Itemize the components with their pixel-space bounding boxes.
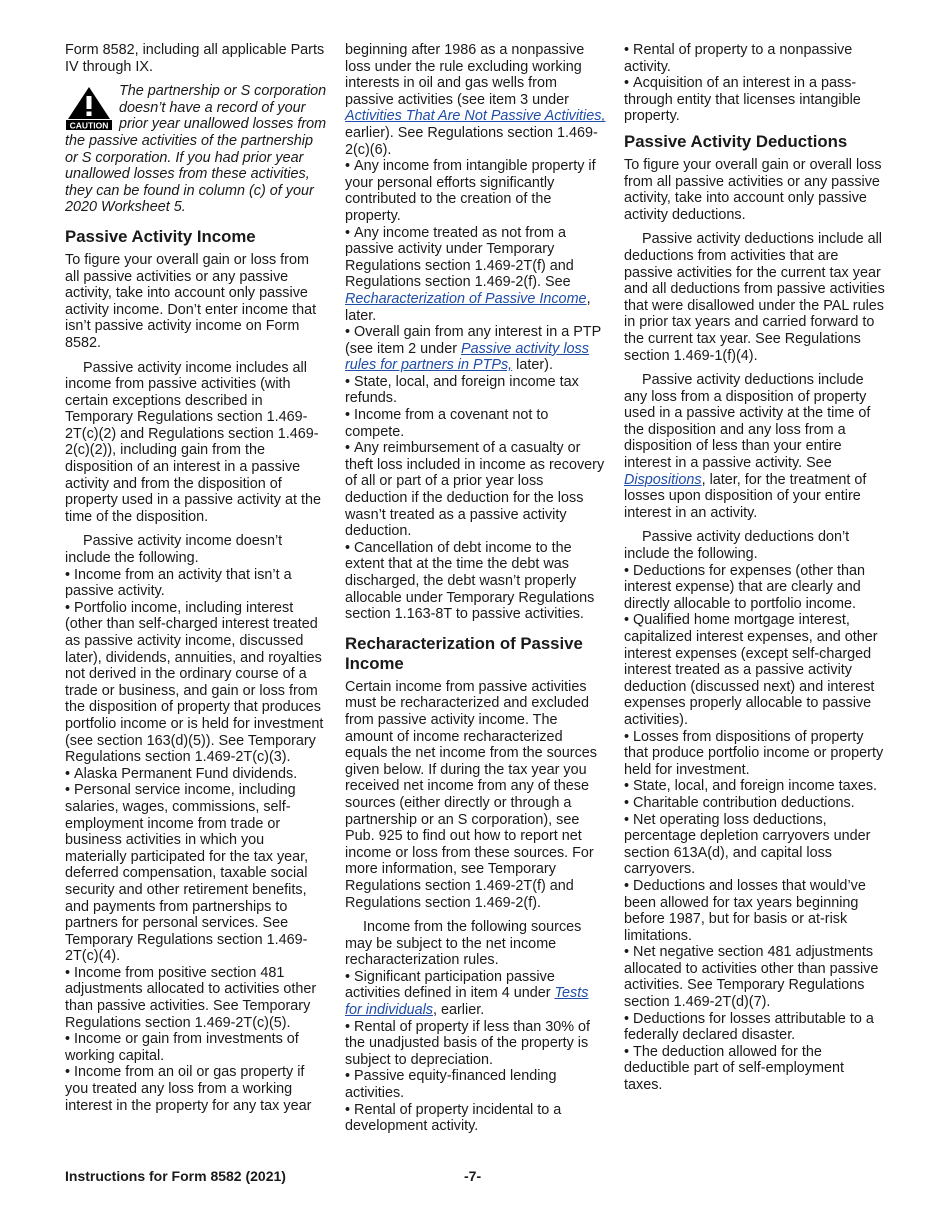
list-item: • Income from positive section 481 adjustments allocated to activities other than passive activities. See Temporary Regulations section 1.469-2T(c)(5).	[65, 965, 327, 1031]
list-item: • Any income treated as not from a passive activity under Temporary Regulations section 1.469-2T(f) and Regulations section 1.469-2(f). See Recharacterization of Passive Income, later.	[345, 225, 607, 325]
paragraph: To figure your overall gain or loss from all passive activities or any passive activity, take into account only passive activity income. Don’t enter income that isn’t passive activity income on Form 8582.	[65, 251, 317, 351]
footer-form-title: Instructions for Form 8582 (2021)	[65, 1168, 286, 1184]
recharacterization-heading: Recharacterization of Passive Income	[345, 633, 583, 673]
list-item: • Qualified home mortgage interest, capitalized interest expenses, and other interest expenses (except self-charged interest treated as a passive activity deduction (discussed next) and interest expenses properly allocable to passive activities).	[624, 612, 886, 728]
list-item: • Losses from dispositions of property that produce portfolio income or property held for investment.	[624, 729, 886, 779]
list-item: • Charitable contribution deductions.	[624, 795, 886, 812]
list-item: • Rental of property to a nonpassive activity.	[624, 42, 886, 75]
list-item: • Rental of property if less than 30% of the unadjusted basis of the property is subject to depreciation.	[345, 1019, 607, 1069]
caution-note	[65, 83, 327, 216]
column-2	[345, 42, 607, 1135]
list-item: • Deductions and losses that would’ve been allowed for tax years beginning before 1987, but for basis or at-risk limitations.	[624, 878, 886, 944]
list-item: • Net operating loss deductions, percentage depletion carryovers under section 613A(d), and capital loss carryovers.	[624, 812, 886, 878]
list-item: • Income from an activity that isn’t a passive activity.	[65, 567, 327, 600]
tests-for-individuals-link[interactable]: Tests for individuals	[345, 985, 589, 1019]
paragraph: Passive activity deductions include all deductions from activities that are passive activities for the current tax year and all deductions from passive activities that were disallowed under the PAL rules in prior tax years and carried forward to the current tax year. See Regulations section 1.469-1(f)(4).	[624, 231, 885, 364]
list-item: • Significant participation passive activities defined in item 4 under Tests for individuals, earlier.	[345, 969, 607, 1019]
caution-label: CAUTION	[69, 120, 109, 131]
list-item: • Acquisition of an interest in a pass-through entity that licenses intangible property.	[624, 75, 886, 125]
paragraph: Passive activity deductions include any loss from a disposition of property used in a passive activity at the time of the disposition and any loss from a disposition of less than your entire interest in a passive activity. See Dispositions, later, for the treatment of losses upon disposition of your entire interest in an activity.	[624, 372, 871, 521]
continued-text: beginning after 1986 as a nonpassive loss under the rule excluding working interests in oil and gas wells from passive activities (see item 3 under Activities That Are Not Passive Activities, earlier). See Regulations section 1.469-2(c)(6).	[345, 42, 606, 158]
list-item: • Personal service income, including salaries, wages, commissions, self-employment income from trade or business activities in which you materially participated for the tax year, deferred compensation, taxable social security and other retirement benefits, and payments from partnerships to partners for personal services. See Temporary Regulations section 1.469-2T(c)(4).	[65, 782, 327, 965]
list-item: • Rental of property incidental to a development activity.	[345, 1102, 607, 1135]
list-item: • Income or gain from investments of working capital.	[65, 1031, 327, 1064]
paragraph: Income from the following sources may be subject to the net income recharacterization rules.	[345, 919, 582, 969]
passive-activity-deductions-heading: Passive Activity Deductions	[624, 131, 848, 151]
list-item: • Passive equity-financed lending activities.	[345, 1068, 607, 1101]
list-item: • Deductions for losses attributable to a federally declared disaster.	[624, 1011, 886, 1044]
caution-text: The partnership or S corporation doesn’t have a record of your prior year unallowed losses from the passive activities of the partnership or S corporation. If you had prior year unallowed losses from these activities, they can be found in column (c) of your 2020 Worksheet 5.	[65, 83, 327, 216]
paragraph: Certain income from passive activities must be recharacterized and excluded from passive activity income. The amount of income recharacterized equals the net income from the sources given below. If during the tax year you received net income from any of these sources (either directly or through a partnership or an S corporation), see Pub. 925 to find out how to report net income or loss from these sources. For more information, see Temporary Regulations section 1.469-2T(f) and Regulations section 1.469-2(f).	[345, 678, 597, 911]
list-item: • Deductions for expenses (other than interest expense) that are clearly and directly allocable to portfolio income.	[624, 563, 886, 613]
dispositions-link[interactable]: Dispositions	[624, 471, 702, 488]
activities-not-passive-link[interactable]: Activities That Are Not Passive Activities,	[345, 108, 606, 125]
ptp-rules-link[interactable]: Passive activity loss rules for partners in PTPs,	[345, 340, 589, 374]
list-item: • Overall gain from any interest in a PTP (see item 2 under Passive activity loss rules for partners in PTPs, later).	[345, 324, 607, 374]
passive-activity-income-heading: Passive Activity Income	[65, 226, 256, 246]
list-item: • Portfolio income, including interest (other than self-charged interest treated as passive activity income, discussed later), dividends, annuities, and royalties not derived in the ordinary course of a trade or business, and gain or loss from the disposition of property that produces portfolio income or is held for investment (see section 163(d)(5)). See Temporary Regulations section 1.469-2T(c)(3).	[65, 600, 327, 766]
list-item: • Any reimbursement of a casualty or theft loss included in income as recovery of all or part of a prior year loss deduction if the deduction for the loss wasn’t treated as a passive activity deduction.	[345, 440, 607, 540]
intro-text: Form 8582, including all applicable Parts IV through IX.	[65, 42, 325, 75]
list-item: • State, local, and foreign income tax refunds.	[345, 374, 607, 407]
page-number: -7-	[464, 1168, 482, 1184]
list-item: • Net negative section 481 adjustments allocated to activities other than passive activities. See Temporary Regulations section 1.469-2T(d)(7).	[624, 944, 886, 1010]
column-3	[624, 42, 886, 1094]
caution-icon	[65, 85, 113, 131]
paragraph: Passive activity deductions don’t include the following.	[624, 529, 850, 563]
list-item: • Cancellation of debt income to the extent that at the time the debt was discharged, the debt wasn’t properly allocable under Temporary Regulations section 1.163-8T to passive activities.	[345, 540, 607, 623]
list-item: • Income from a covenant not to compete.	[345, 407, 607, 440]
paragraph: Passive activity income includes all income from passive activities (with certain exceptions described in Temporary Regulations section 1.469-2T(c)(2) and Regulations section 1.469-2(c)(2)), including gain from the disposition of an interest in a passive activity and from the disposition of property used in a passive activity at the time of the disposition.	[65, 359, 321, 525]
list-item: • Income from an oil or gas property if you treated any loss from a working interest in the property for any tax year	[65, 1064, 327, 1114]
recharacterization-link[interactable]: Recharacterization of Passive Income	[345, 290, 587, 307]
list-item: • The deduction allowed for the deductible part of self-employment taxes.	[624, 1044, 886, 1094]
list-item: • Alaska Permanent Fund dividends.	[65, 766, 327, 783]
list-item: • State, local, and foreign income taxes.	[624, 778, 886, 795]
list-item: • Any income from intangible property if your personal efforts significantly contributed to the creation of the property.	[345, 158, 607, 224]
paragraph: Passive activity income doesn’t include the following.	[65, 533, 283, 567]
paragraph: To figure your overall gain or overall loss from all passive activities or any passive activity, take into account only passive activity deductions.	[624, 156, 882, 223]
column-1	[65, 42, 327, 1114]
